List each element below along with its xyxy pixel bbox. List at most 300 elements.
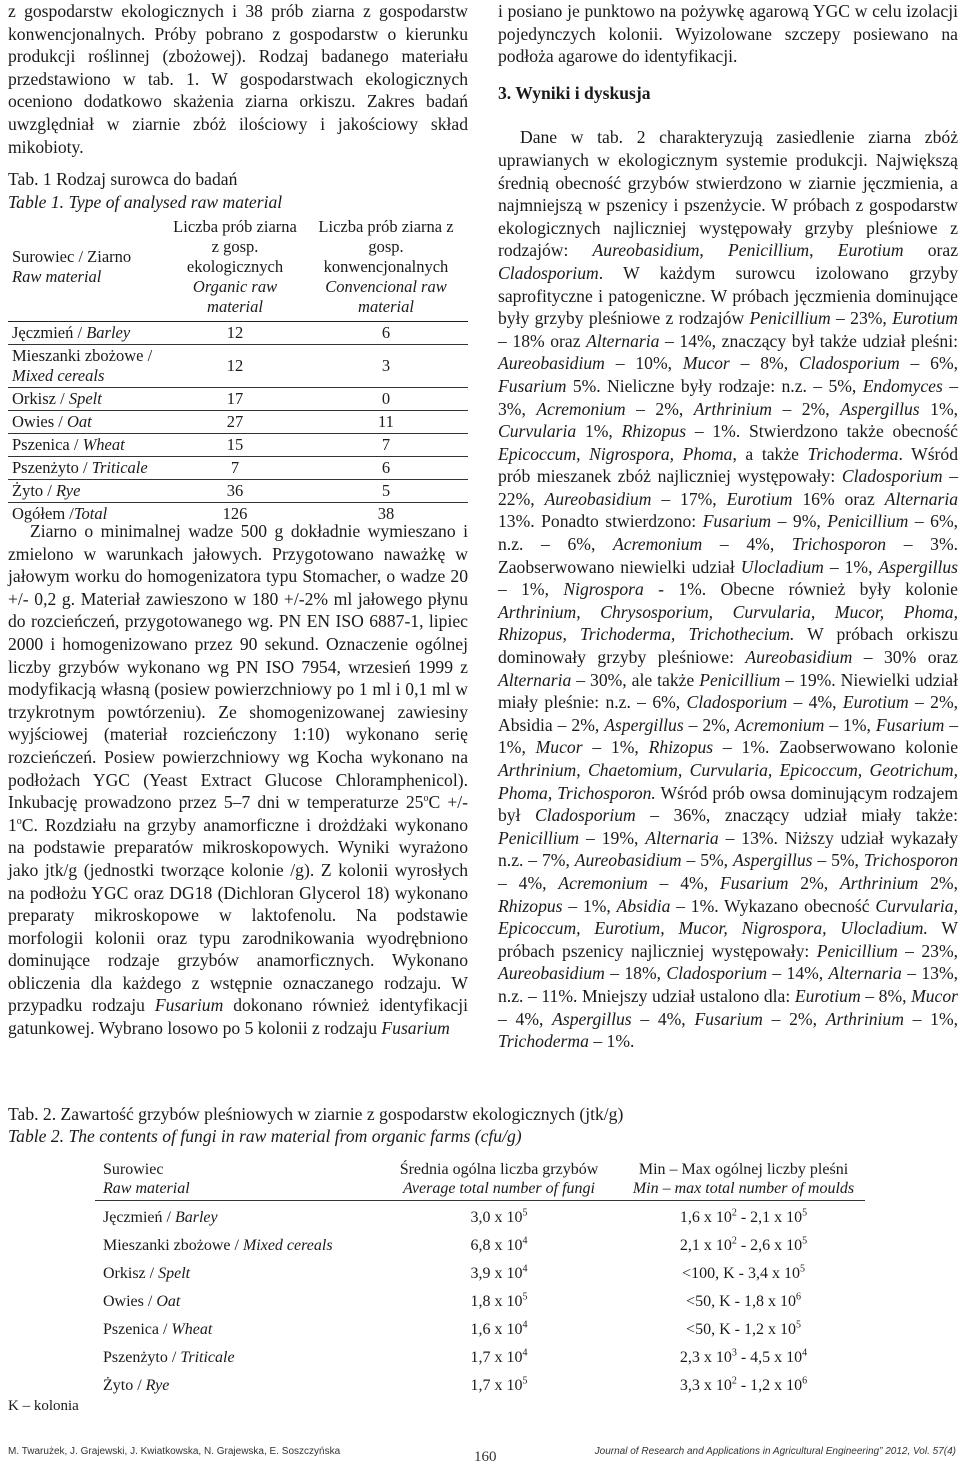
results-text: – 30% oraz [852,647,958,668]
table1-cell-organic: 7 [166,457,304,480]
table1-cell-raw [8,345,166,388]
table1-cell-raw [8,388,166,411]
table2-cell-minmax [622,1201,865,1230]
table2-min-exponent: 2 [731,1375,737,1387]
table2-cell-raw [95,1313,376,1341]
table1-raw-en: Spelt [68,389,102,408]
table2-row [95,1341,865,1369]
table2-cell-minmax [622,1369,865,1397]
table2-min-value: 1,6 x 10 [679,1209,732,1226]
genus-name: Penicillium [827,511,909,532]
genus-name: Alternaria [498,669,572,690]
table1-cell-organic: 17 [166,388,304,411]
table2-min-value: <50, K - 1,2 x 10 [686,1321,796,1338]
genus-name: Penicillium [749,308,831,329]
genus-name: Aureobasidium [544,488,652,509]
genus-name: Eurotium [842,692,909,713]
methods-text-b: C +/- 1 [8,792,468,835]
table2-min-value: <100, K - 3,4 x 10 [682,1265,800,1282]
table2-raw-pl: Orkisz / [103,1265,159,1282]
results-text: – 4%, [647,872,720,893]
genus-name: Acremonium [735,714,825,735]
table2-avg-mantissa: 1,6 x 10 [470,1321,523,1338]
results-text: Wśród prób owsa dominującym rodzajem był [498,782,958,826]
table1-raw-pl: Mieszanki zbożowe / [12,346,153,365]
genus-name: Eurotium [837,240,904,261]
results-text: – 2%, [625,398,694,419]
results-text: – 1%, [824,714,876,735]
table2-min-value: <50, K - 1,8 x 10 [686,1293,796,1310]
results-text: 2%, [788,872,841,893]
genus-name: Arthrinium [840,872,919,893]
degree-sup-2: o [16,815,22,827]
results-text: 2%, [918,872,958,893]
table1-raw-pl: Jęczmień / [12,323,87,342]
genus-name: Cladosporium [535,805,636,826]
table1-raw-pl: Ogółem / [12,504,74,523]
table1-cell-organic: 126 [166,503,304,526]
table2-max-value: - 1,2 x 10 [736,1377,803,1394]
results-text: – 17%, [651,488,727,509]
table1-cell-conventional: 6 [304,322,468,345]
genus-name: Curvularia, Epicoccum, Eurotium, Mucor, Nigrospora, Ulocladium. [498,895,959,939]
table2-cell-minmax [622,1313,865,1341]
table2-caption-en: Table 2. The contents of fungi in raw material from organic farms (cfu/g) [8,1126,522,1146]
footer-authors: M. Twarużek, J. Grajewski, J. Kwiatkowska, N. Grajewska, E. Soszczyńska [8,1446,341,1457]
genus-name: Mucor [535,737,583,758]
table2-avg-exponent: 4 [522,1235,528,1247]
results-text: – 1%, [498,714,959,758]
table2-avg-mantissa: 1,7 x 10 [470,1377,523,1394]
table2-cell-avg [376,1201,622,1230]
results-text: – 5%, [681,850,733,871]
table2-cell-raw [95,1229,376,1257]
table2-max-value: - 4,5 x 10 [736,1349,803,1366]
results-text: 16% oraz [792,488,885,509]
table2-row [95,1313,865,1341]
table2-header-avg-pl: Średnia ogólna liczba grzybów [399,1161,599,1178]
results-text: – 13%, n.z. – 11%. Mniejszy udział ustalono dla: [498,963,958,1006]
results-text: – 9%, [771,511,828,532]
genus-name: Alternaria [586,330,660,351]
left-column-continued [8,520,468,1040]
genus-name: Penicillium [816,940,898,961]
genus-name: Fusarium [702,511,772,532]
table1-raw-en: Total [73,504,108,523]
genus-name: Aspergillus [732,850,813,871]
results-text: – 6%, [899,353,958,374]
table2-avg-exponent: 5 [522,1291,528,1303]
table1-raw-en: Oat [67,412,92,431]
table1-cell-conventional: 5 [304,480,468,503]
genus-name: Cladosporium [841,466,943,487]
methods-text-a: Ziarno o minimalnej wadze 500 g dokładnie wymieszano i zmielono w warunkach jałowych. Przygotowano naważkę w jałowym worku do homogenizatora typu Stomacher, o wadze 20 +/- 0,2 g. Materiał zawieszono w 180 +/-2% ml jałowego płynu do rozcieńczeń, przygotowanego wg. PN EN ISO 6887-1, lipiec 2000 i homogenizowano przez 90 sekund. Oznaczenie ogólnej liczby grzybów wykonano wg PN ISO 7954, wrzesień 1999 z modyfikacją własną (posiew powierzchniowy po 1 ml i 0,1 ml w trzykrotnym powtórzeniu). Ze shomogenizowanej zawiesiny wyjściowej (materiał rozcieńczony 1:10) wykonano serię rozcieńczeń. Posiew powierzchniowy wg Kocha wykonano na podłożach YGC (Yeast Extract Glucose Chloramphenicol). Inkubację prowadzono przez 5–7 dni w temperaturze 25 [8,521,468,813]
methods-paragraph [8,520,468,1040]
genus-name: Acremonium [536,398,626,419]
table2-avg-exponent: 4 [522,1263,528,1275]
table2-caption-pl: Tab. 2. Zawartość grzybów pleśniowych w ziarnie z gospodarstw ekologicznych (jtk/g) [8,1104,624,1124]
table2-header-minmax [622,1158,865,1201]
genus-name: Eurotium [726,488,793,509]
table2-max-value: - 2,6 x 10 [736,1237,803,1254]
results-text: – 1%, [562,895,617,916]
table1-row [8,411,468,434]
table1-cell-conventional: 7 [304,434,468,457]
table1-cell-raw [8,411,166,434]
results-text: – 1%. Zaobserwowano kolonie [713,737,959,758]
table2-cell-avg [376,1369,622,1397]
table2-avg-exponent: 4 [522,1319,528,1331]
genus-name: Arthrinium [693,398,772,419]
results-text: – 1%, [823,556,879,577]
genus-name: Nigrospora [563,579,644,600]
results-text: – 30%, ale także [571,669,700,690]
genus-name: Aspergillus [840,398,920,419]
table2-raw-en: Barley [174,1209,218,1226]
genus-name: Fusarium [719,872,789,893]
results-text: – 13%. Niższy udział wykazały n.z. – 7%, [498,827,958,871]
table2-caption [8,1103,623,1147]
genus-name: Aspergillus [604,714,684,735]
results-text: . W każdym surowcu izolowano grzyby saprofityczne i patogeniczne. W próbach jęczmienia dominujące były grzyby pleśniowe z rodzajów [498,262,958,329]
genus-name: Aspergillus [552,1008,632,1029]
table1-cell-raw [8,322,166,345]
genus-name: Mucor [911,985,959,1006]
table2-raw-en: Oat [156,1293,181,1310]
table1-header-organic [166,216,304,322]
genus-name: Rhizopus [498,895,563,916]
methods-text-d: dokonano również identyfikacji gatunkowej. Wybrano losowo po 5 kolonii z rodzaju [8,995,468,1039]
genus-name: Alternaria [884,488,959,509]
intro-paragraph: z gospodarstw ekologicznych i 38 prób ziarna z gospodarstw konwencjonalnych. Próby pobrano z gospodarstw o kierunku produkcji roślinnej (zbożowej). Rodzaj badanego materiału przedstawiono w tab. 1. W gospodarstwach ekologicznych oceniono dodatkowo skażenia ziarna orkiszu. Zakres badań uwzględniał w ziarnie zbóż ilościowy i jakościowy skład mikobioty. [8,1,468,157]
table1-header-raw [8,216,166,322]
results-text: – 19%, [579,827,646,848]
results-text: - 1%. Obecne również były kolonie [643,579,958,600]
results-paragraph [498,126,958,1052]
table2-raw-pl: Pszenżyto / [103,1349,181,1366]
table2-raw-pl: Żyto / [103,1377,146,1394]
table2-raw-pl: Jęczmień / [103,1209,175,1226]
table1-cell-organic: 36 [166,480,304,503]
table2-min-exponent: 3 [731,1347,737,1359]
table1-raw-en: Rye [56,481,81,500]
table1-header-organic-pl: Liczba prób ziarna z gosp. ekologicznych [173,217,297,276]
table1-row [8,457,468,480]
results-text: 5%. Nieliczne były rodzaje: n.z. – 5%, [566,375,863,396]
table1-cell-conventional: 6 [304,457,468,480]
table2-max-value: - 2,1 x 10 [736,1209,803,1226]
results-text: – 3%. Zaobserwowano niewielki udział [498,534,959,577]
results-text: – 4%, [787,692,843,713]
table1-caption-pl: Tab. 1 Rodzaj surowca do badań [8,169,238,190]
genus-name: Fusarium [694,1008,763,1029]
table2-avg-exponent: 5 [522,1207,528,1219]
results-text: – 23%, [830,308,893,329]
right-column [498,0,958,1053]
results-text: – 5%, [812,850,864,871]
table1-cell-conventional: 3 [304,345,468,388]
table2-max-exponent: 4 [802,1347,808,1359]
results-text: – 2%, [771,398,841,419]
genus-name: Curvularia [498,421,577,442]
table2-cell-raw [95,1257,376,1285]
table2-raw-pl: Mieszanki zbożowe / [103,1237,243,1254]
table2-avg-exponent: 5 [522,1375,528,1387]
table1-row [8,345,468,388]
table2-body [95,1201,865,1398]
genus-name: Absidia [616,895,671,916]
table1-header-raw-en: Raw material [12,267,102,286]
results-text: 1%, [576,421,622,442]
table2-cell-raw [95,1285,376,1313]
results-text: – 2%, [683,714,736,735]
table2-cell-raw [95,1369,376,1397]
genus-name: Cladosporium [498,262,599,283]
table2-row [95,1285,865,1313]
table2-max-exponent: 6 [795,1291,801,1303]
table1-cell-raw [8,480,166,503]
table1-raw-pl: Orkisz / [12,389,69,408]
table2-avg-mantissa: 1,8 x 10 [470,1293,523,1310]
genus-name: Arthrinium [825,1008,904,1029]
genus-name: Alternaria [828,963,902,984]
table1 [8,216,468,525]
methods-text-c: C. Rozdziału na grzyby anamorficzne i drożdżaki wykonano na podstawie preparatów mikroskopowych. Wyniki wyrażono jako jtk/g (jednostki tworzące kolonie /g). Z kolonii wyrosłych na podłożu YGC oraz DG18 (Dichloran Glycerol 18) wykonano preparaty mikroskopowe w laktofenolu. Na podstawie morfologii kolonii oraz typu zarodnikowania wyodrębniono dominujące rodzaje grzybów anamorficznych. Wykonano obliczenia dla każdego z wstępnie oznaczanego rodzaju. W przypadku rodzaju [8,814,468,1016]
section-heading: 3. Wyniki i dyskusja [498,82,651,103]
table2-raw-en: Triticale [180,1349,235,1366]
genus-name: Aureobasidium [592,240,700,261]
genus-name: Arthrinium, Chrysosporium, Curvularia, Mucor, Phoma, Rhizopus, Trichoderma, Trichothecium. [498,601,958,645]
results-text: – 36%, znaczący udział miały także: [635,805,958,826]
results-text: – 1%, [903,1008,959,1029]
table2-max-exponent: 5 [795,1319,801,1331]
results-text: – 23%, [897,940,958,961]
right-intro-paragraph: i posiano je punktowo na pożywkę agarową YGC w celu izolacji pojedynczych kolonii. Wyizolowane szczepy posiewano na podłoża agarowe do identyfikacji. [498,1,958,67]
table1-header-conventional [304,216,468,322]
table2-header-avg [376,1158,622,1201]
table2-cell-minmax [622,1257,865,1285]
table2-raw-en: Wheat [171,1321,213,1338]
genus-name: Acremonium [558,872,648,893]
table2-header-raw [95,1158,376,1201]
genus-name: Mucor [682,353,730,374]
genus-name: Aureobasidium [498,963,605,984]
genus-name: Cladosporium [686,692,788,713]
table2-cell-avg [376,1313,622,1341]
results-text: – 1%, [582,737,649,758]
table2-min-value: 3,3 x 10 [679,1377,732,1394]
genus-name: Fusarium [875,714,945,735]
results-text: – 3%, [498,375,958,419]
table2-row [95,1229,865,1257]
results-text: – 14%, znaczący był także udział pleśni: [659,330,959,351]
table1-cell-organic: 12 [166,322,304,345]
table1-header-organic-en: Organic raw material [192,277,278,316]
genus-name: Ulocladium [740,556,824,577]
table2-min-exponent: 2 [731,1207,737,1219]
results-text: , a także [732,443,808,464]
table1-header-row [8,216,468,322]
table1-cell-organic: 15 [166,434,304,457]
table1-raw-pl: Pszenżyto / [12,458,92,477]
table2-cell-avg [376,1229,622,1257]
genus-name: Aspergillus [878,556,958,577]
table2-cell-minmax [622,1229,865,1257]
genus-name: Endomyces [862,375,943,396]
table1-body [8,322,468,526]
genus-name: Aureobasidium [745,647,853,668]
results-text: 1%, [919,398,959,419]
results-text: – 18%, [604,963,667,984]
table1-cell-organic: 27 [166,411,304,434]
left-column [8,0,468,213]
genus-name: Trichoderma [498,1031,589,1052]
table2-row [95,1369,865,1397]
table2-raw-en: Rye [145,1377,170,1394]
table1-header-raw-pl: Surowiec / Ziarno [12,247,132,266]
table2-avg-mantissa: 3,9 x 10 [470,1265,523,1282]
table2-max-exponent: 5 [802,1207,808,1219]
genus-name: Aureobasidium [574,850,682,871]
table2-min-exponent: 2 [731,1235,737,1247]
table2-row [95,1257,865,1285]
genus-name: Fusarium [498,375,567,396]
table1-header-conventional-pl: Liczba prób ziarna z gosp. konwencjonalnych [318,217,454,276]
table2-cell-avg [376,1341,622,1369]
results-text: – 4%, [702,534,792,555]
results-text: – 1%. Wykazano obecność [670,895,876,916]
genus-name: Aureobasidium [498,353,605,374]
results-text: , [699,240,729,261]
genus-name: Trichosporon [863,850,958,871]
results-text: – 1%. [588,1031,635,1052]
table1-raw-en: Barley [86,323,131,342]
table2-cell-avg [376,1257,622,1285]
genus-name: Trichosporon [791,534,887,555]
table1-row [8,322,468,345]
results-text: – 2%, [762,1008,826,1029]
genus-name: Acremonium [613,534,703,555]
table2-footnote: K – kolonia [8,1398,79,1414]
table2-avg-exponent: 4 [522,1347,528,1359]
table1-caption-en: Table 1. Type of analysed raw material [8,191,283,212]
table2-avg-mantissa: 6,8 x 10 [470,1237,523,1254]
degree-sup-1: o [423,793,429,805]
table2-cell-raw [95,1201,376,1230]
page-number: 160 [474,1449,497,1465]
table1-cell-raw [8,457,166,480]
results-text: – 8%, [860,985,912,1006]
results-text: – 4%, [498,1008,553,1029]
results-text: , [809,240,838,261]
table2-cell-raw [95,1341,376,1369]
table2-min-value: 2,3 x 10 [679,1349,732,1366]
table2-header-minmax-en: Min – max total number of moulds [632,1180,855,1197]
genus-name: Cladosporium [798,353,900,374]
table2-avg-mantissa: 3,0 x 10 [470,1209,523,1226]
table2-header-avg-en: Average total number of fungi [403,1180,595,1197]
table2-min-value: 2,1 x 10 [679,1237,732,1254]
genus-name: Cladosporium [666,963,768,984]
genus-name: Penicillium [498,827,580,848]
table2-cell-minmax [622,1341,865,1369]
results-text: W próbach orkiszu dominowały grzyby pleśniowe: [498,624,959,668]
results-text: – 14%, [767,963,829,984]
results-text: W próbach pszenicy najliczniej występowały: [498,918,958,961]
table2-max-exponent: 5 [799,1263,805,1275]
genus-name: Trichoderma [807,443,899,464]
genus-name: Arthrinium, Chaetomium, Curvularia, Epicoccum, Geotrichum, Phoma, Trichosporon. [498,760,958,803]
results-text: – 1%, [498,579,564,600]
footer-journal: Journal of Research and Applications in Agricultural Engineering” 2012, Vol. 57(4) [594,1446,956,1457]
table2-avg-mantissa: 1,7 x 10 [470,1349,523,1366]
table2-row [95,1201,865,1230]
genus-name: Rhizopus [621,421,687,442]
table2-cell-avg [376,1285,622,1313]
table2 [95,1158,865,1397]
results-text: – 8%, [729,353,799,374]
results-text: – 2%, Absidia – 2%, [498,692,958,735]
results-text: – 22%, [498,466,958,509]
results-text: – 4%, [631,1008,695,1029]
table1-row [8,434,468,457]
table2-raw-en: Mixed cereals [242,1237,333,1254]
results-text: – 19%. Niewielki udział miały pleśnie: n.z. – 6%, [498,669,959,713]
genus-name: Eurotium [892,308,959,329]
results-text: oraz [903,240,959,261]
table1-raw-en: Triticale [91,458,148,477]
table1-row [8,388,468,411]
table1-header-conventional-en: Convencional raw material [325,277,447,316]
results-text: Dane w tab. 2 charakteryzują zasiedlenie ziarna zbóż uprawianych w ekologicznym systemie produkcji. Największą średnią obecność grzybów stwierdzono w ziarnie jęczmienia, a najmniejszą w pszenicy i pszenżycie. W próbach z gospodarstw ekologicznych najliczniej występowały grzyby pleśniowe z rodzajów: [498,127,958,261]
table2-raw-pl: Owies / [103,1293,157,1310]
results-text: – 10%, [604,353,683,374]
genus-name: Rhizopus [648,737,714,758]
results-text: 13%. Ponadto stwierdzono: [498,511,703,532]
table2-header-minmax-pl: Min – Max ogólnej liczby pleśni [638,1161,849,1178]
table1-cell-conventional: 0 [304,388,468,411]
methods-fusarium-1: Fusarium [154,995,224,1016]
table2-header-raw-en: Raw material [103,1180,190,1197]
results-text: – 4%, [498,872,559,893]
genus-name: Epicoccum, Nigrospora, Phoma [498,443,733,464]
genus-name: Alternaria [645,827,719,848]
table1-raw-en: Mixed cereals [12,366,105,385]
table1-row [8,480,468,503]
results-text: – 6%, n.z. – 6%, [498,511,958,555]
methods-fusarium-2: Fusarium [381,1018,450,1039]
table1-raw-pl: Żyto / [12,481,56,500]
table2-cell-minmax [622,1285,865,1313]
table1-cell-raw [8,434,166,457]
table2-raw-pl: Pszenica / [103,1321,172,1338]
genus-name: Eurotium [794,985,861,1006]
table2-raw-en: Spelt [158,1265,191,1282]
genus-name: Penicillium [699,669,781,690]
results-text: – 1%. Stwierdzono także obecność [686,421,958,442]
table1-cell-organic: 12 [166,345,304,388]
table2-max-exponent: 6 [802,1375,808,1387]
table1-cell-conventional: 11 [304,411,468,434]
table1-raw-pl: Owies / [12,412,67,431]
table1-cell-conventional: 38 [304,503,468,526]
table1-raw-pl: Pszenica / [12,435,83,454]
table2-header-raw-pl: Surowiec [103,1161,164,1178]
genus-name: Penicillium [728,240,810,261]
table2-max-exponent: 5 [802,1235,808,1247]
results-text: . Wśród prób mieszanek zbóż najliczniej występowały: [498,443,959,487]
table2-header-row [95,1158,865,1201]
